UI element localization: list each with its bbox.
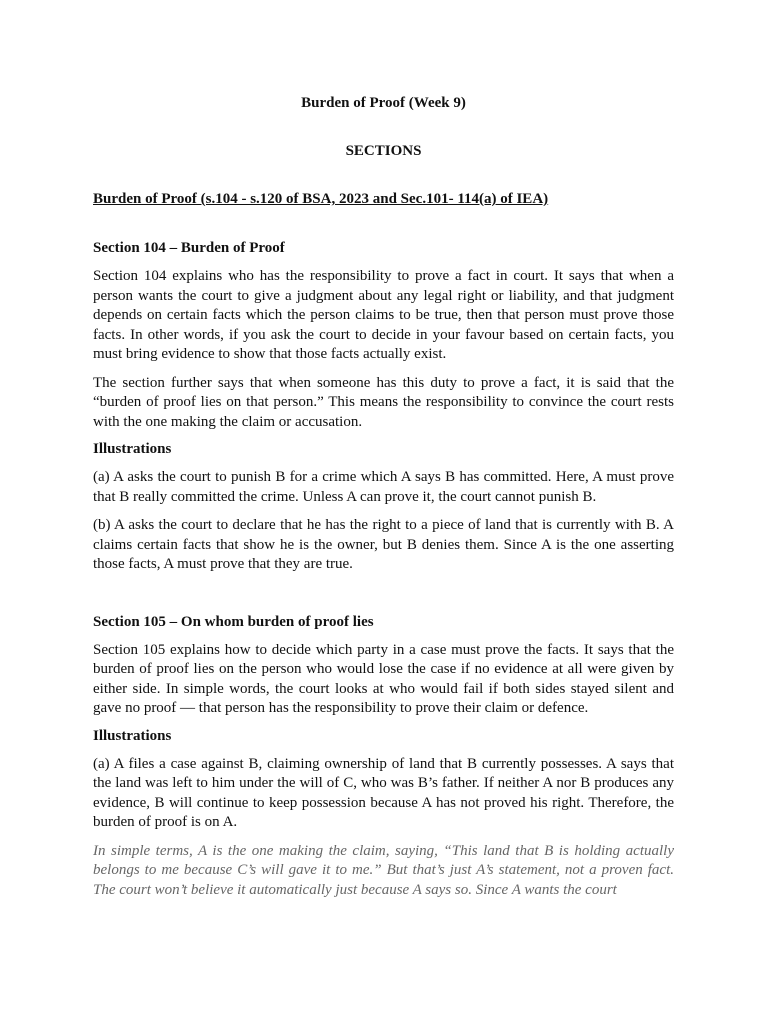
section-104-illustration-a: (a) A asks the court to punish B for a crime which A says B has committed. Here, A must prove that B really committed the crime. Unless A can prove it, the court cannot punish B. bbox=[93, 469, 674, 505]
page-title: Burden of Proof (Week 9) bbox=[301, 95, 466, 111]
section-105-heading: Section 105 – On whom burden of proof lies bbox=[93, 613, 374, 630]
section-104-heading: Section 104 – Burden of Proof bbox=[93, 240, 285, 256]
topic-subheading: Burden of Proof (s.104 - s.120 of BSA, 2023 and Sec.101- 114(a) of IEA) bbox=[93, 191, 549, 207]
section-105-illustration-a: (a) A files a case against B, claiming ownership of land that B currently possesses. A says that the land was left to him under the will of C, who was B’s father. If neither A nor B produces any evidence, B will continue to keep possession because A has not proved his right. Therefore, the burden of proof is on A. bbox=[93, 755, 674, 830]
document-body bbox=[93, 92, 674, 900]
section-105-explanatory-note: In simple terms, A is the one making the claim, saying, “This land that B is holding actually belongs to me because C’s will gave it to me.” But that’s just A’s statement, not a proven fact. The court won’t believe it automatically just because A says so. Since A wants the court bbox=[93, 842, 674, 898]
section-104-illustrations-label: Illustrations bbox=[93, 441, 172, 457]
section-104-paragraph-1: Section 104 explains who has the responsibility to prove a fact in court. It says that when a person wants the court to give a judgment about any legal right or liability, and that judgment depends on certain facts which the person claims to be true, then that person must prove those facts. In other words, if you ask the court to decide in your favour based on certain facts, you must bring evidence to show that those facts actually exist. bbox=[93, 268, 674, 362]
sections-heading: SECTIONS bbox=[345, 143, 422, 159]
section-105-illustrations-label: Illustrations bbox=[93, 727, 172, 744]
section-104-paragraph-2: The section further says that when someone has this duty to prove a fact, it is said that the “burden of proof lies on that person.” This means the responsibility to convince the court rests with the one making the claim or accusation. bbox=[93, 374, 674, 430]
section-105-paragraph-1: Section 105 explains how to decide which party in a case must prove the facts. It says that the burden of proof lies on the person who would lose the case if no evidence at all were given by either side. In simple words, the court looks at who would fail if both sides stayed silent and gave no proof — that person has the responsibility to prove their claim or defence. bbox=[93, 641, 674, 716]
section-104-illustration-b: (b) A asks the court to declare that he has the right to a piece of land that is currently with B. A claims certain facts that show he is the owner, but B denies them. Since A is the one asserting those facts, A must prove that they are true. bbox=[93, 517, 674, 572]
